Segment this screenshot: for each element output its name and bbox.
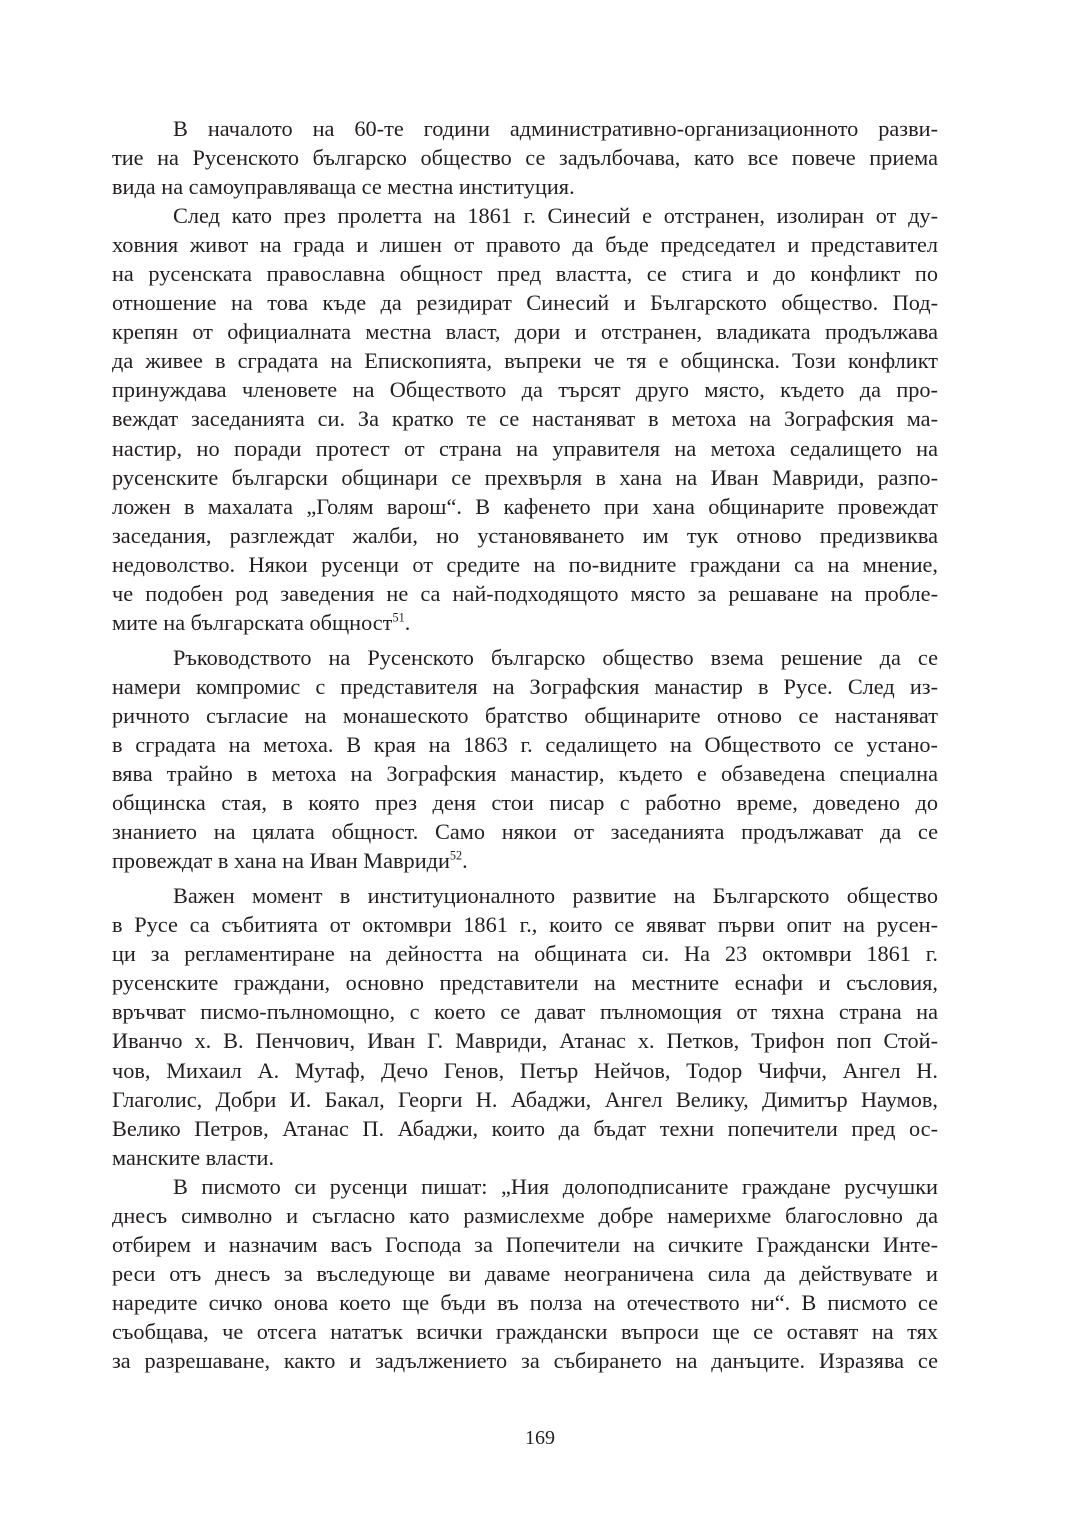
text-line: русенските български общинари се прехвърля в хана на Иван Мавриди, разпо- (112, 464, 938, 490)
text-line: В началото на 60-те години административно-организационното разви- (173, 116, 938, 141)
text-line: че подобен род заведения не са най-подходящото място за решаване на пробле- (112, 580, 938, 606)
text-line: чов, Михаил А. Мутаф, Дечо Генов, Петър Нейчов, Тодор Чифчи, Ангел Н. (112, 1057, 938, 1083)
text-line: След като през пролетта на 1861 г. Синесий е отстранен, изолиран от ду- (173, 203, 938, 229)
text-line: наредите сичко онова което ще бъди въ полза на отечеството ни“. В писмото се (112, 1289, 938, 1315)
footnote-marker: 51 (392, 610, 405, 625)
text-line: манските власти. (112, 1144, 275, 1170)
text-line: намери компромис с представителя на Зографския манастир в Русе. След из- (112, 673, 938, 699)
paragraph (112, 201, 938, 637)
text-line: В писмото си русенци пишат: „Ния долоподписаните граждане русчушки (173, 1173, 938, 1199)
text-line: на русенската православна общност пред властта, се стига и до конфликт по (112, 261, 938, 287)
text-line: крепян от официалната местна власт, дори и отстранен, владиката продължава (112, 319, 938, 345)
text-line: вява трайно в метоха на Зографския манастир, където е обзаведена специална (112, 761, 938, 787)
text-line: провеждат в хана на Иван Мавриди$^{52}$. (112, 848, 468, 874)
text-line: веждат заседанията си. За кратко те се настаняват в метоха на Зографския ма- (112, 406, 938, 432)
text-line: ховния живот на града и лишен от правото да бъде председател и представител (112, 232, 938, 258)
text-line: Иванчо х. В. Пенчович, Иван Г. Мавриди, Атанас х. Петков, Трифон поп Стой- (112, 1028, 938, 1054)
body-text (112, 114, 938, 1375)
text-line: в сградата на метоха. В края на 1863 г. седалището на Обществото се устано- (112, 731, 938, 757)
text-line: Велико Петров, Атанас П. Абаджи, които да бъдат техни попечители пред ос- (112, 1115, 938, 1141)
text-line: ци за регламентиране на дейността на общината си. На 23 октомври 1861 г. (112, 941, 938, 967)
text-line: ричното съгласие на монашеското братство общинарите отново се настаняват (112, 702, 938, 728)
paragraph (112, 881, 938, 1171)
text-line: знанието на цялата общност. Само някои от заседанията продължават да се (112, 819, 938, 845)
text-line: мите на българската общност$^{51}$. (112, 609, 411, 635)
text-line: връчват писмо-пълномощно, с което се дават пълномощия от тяхна страна на (112, 999, 938, 1025)
text-line: реси отъ днесъ за въследующе ви даваме неограничена сила да действувате и (112, 1260, 938, 1286)
text-line: ложен в махалата „Голям варош“. В кафенето при хана общинарите провеждат (112, 493, 938, 519)
text-line: недоволство. Някои русенци от средите на по-видните граждани са на мнение, (112, 551, 938, 577)
text-line: отношение на това къде да резидират Синесий и Българското общество. Под- (112, 290, 938, 316)
text-line: тие на Русенското българско общество се задълбочава, като все повече приема (112, 145, 938, 171)
text-line: Глаголис, Добри И. Бакал, Георги Н. Абаджи, Ангел Велику, Димитър Наумов, (112, 1086, 938, 1112)
paragraph (112, 114, 938, 201)
page-number: 169 (525, 1427, 555, 1449)
text-line: съобщава, че отсега нататък всички граждански въпроси ще се оставят на тях (112, 1318, 938, 1344)
text-line: настир, но поради протест от страна на управителя на метоха седалището на (112, 435, 938, 461)
paragraph (112, 643, 938, 875)
text-line: русенските граждани, основно представители на местните еснафи и съсловия, (112, 970, 938, 996)
paragraph (112, 1172, 938, 1375)
text-line: Ръководството на Русенското българско общество взема решение да се (173, 644, 938, 670)
text-line: днесъ символно и съгласно като размислехме добре намерихме благословно да (112, 1202, 938, 1228)
text-line: за разрешаване, както и задължението за събирането на данъците. Изразява се (112, 1347, 938, 1373)
text-line: принуждава членовете на Обществото да търсят друго място, където да про- (112, 377, 938, 403)
text-line: заседания, разглеждат жалби, но установяването им тук отново предизвиква (112, 522, 938, 548)
footnote-marker: 52 (449, 848, 463, 863)
text-line: отбирем и назначим васъ Господа за Попечители на сичките Граждански Инте- (112, 1231, 938, 1257)
text-line: Важен момент в институционалното развитие на Българското общество (173, 883, 938, 909)
text-line: вида на самоуправляваща се местна институция. (112, 174, 575, 200)
text-line: да живее в сградата на Епископията, въпреки че тя е общинска. Този конфликт (112, 348, 938, 374)
text-line: в Русе са събитията от октомври 1861 г., които се явяват първи опит на русен- (112, 912, 938, 938)
text-line: общинска стая, в която през деня стои писар с работно време, доведено до (112, 790, 938, 816)
